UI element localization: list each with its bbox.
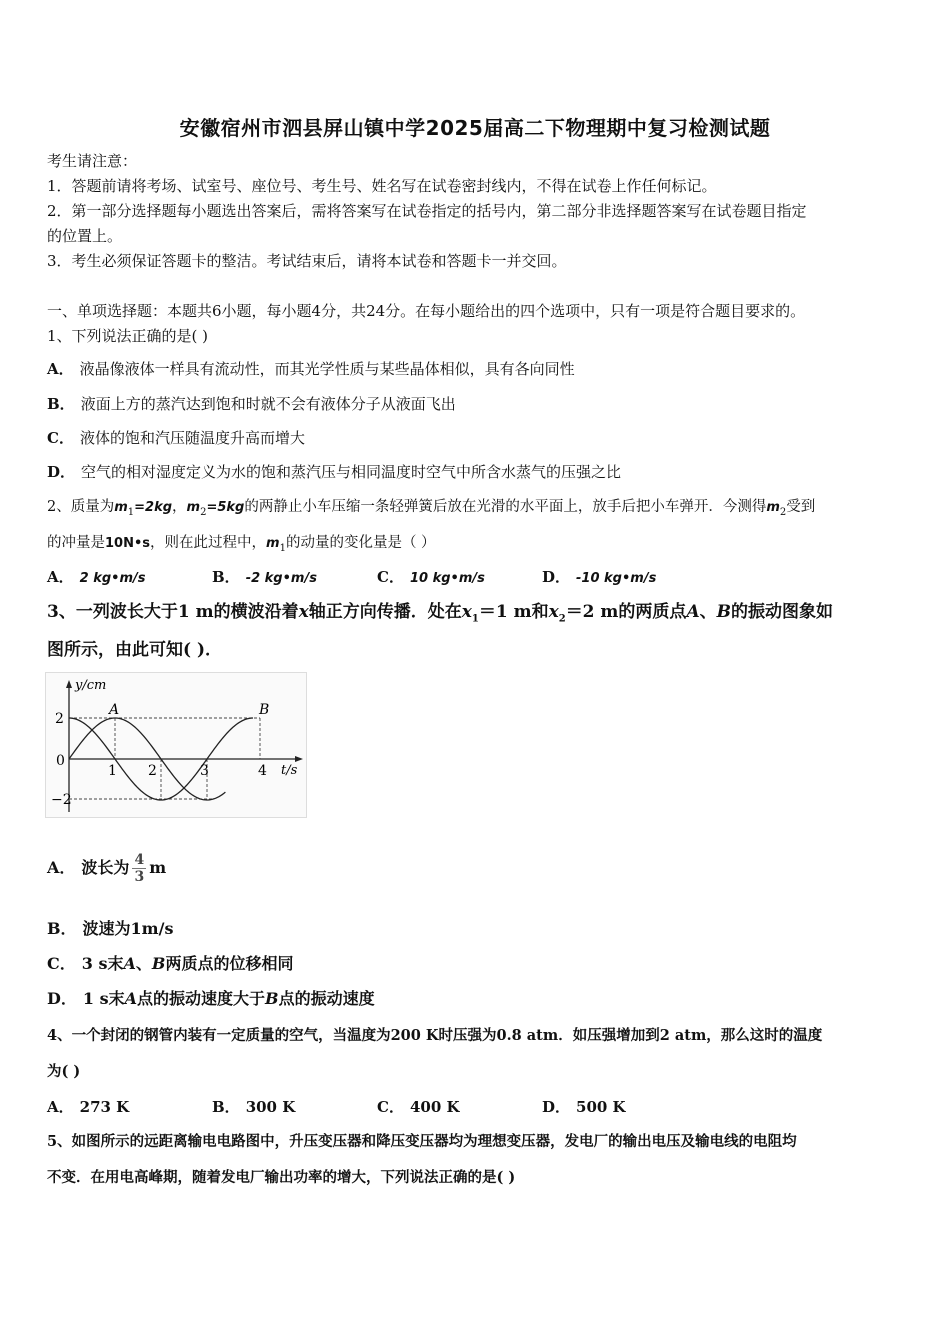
q4-option-b xyxy=(212,1096,295,1118)
option-text: 273 K xyxy=(79,1098,130,1116)
option-text: -2 kg•m/s xyxy=(245,571,317,586)
option-label: B． xyxy=(212,1098,240,1116)
option-text: 10 kg•m/s xyxy=(409,571,485,586)
text: 3 s末 xyxy=(81,954,124,973)
text: 2、质量为 xyxy=(47,499,115,515)
question-1-stem: 1、下列说法正确的是( ) xyxy=(47,327,209,345)
option-text: 液晶像液体一样具有流动性，而其光学性质与某些晶体相似，具有各向同性 xyxy=(79,360,575,378)
option-text: 液体的饱和汽压随温度升高而增大 xyxy=(79,429,305,447)
notice-item: 1．答题前请将考场、试室号、座位号、考生号、姓名写在试卷密封线内，不得在试卷上作任何标记。 xyxy=(47,177,717,195)
section-heading: 一、单项选择题：本题共6小题，每小题4分，共24分。在每小题给出的四个选项中，只有一项是符合题目要求的。 xyxy=(47,302,806,320)
option-label: D． xyxy=(542,568,571,586)
text: ＝2 m的两质点 xyxy=(565,602,687,622)
q4-option-a xyxy=(47,1096,129,1118)
option-text: 400 K xyxy=(409,1098,460,1116)
q1-option-c xyxy=(47,427,305,449)
question-4-stem-line1: 4、一个封闭的钢管内装有一定质量的空气，当温度为200 K时压强为0.8 atm．如压强增加到2 atm，那么这时的温度 xyxy=(47,1027,823,1044)
notice-item: 2．第一部分选择题每小题选出答案后，需将答案写在试卷指定的括号内，第二部分非选择题答案写在试卷题目指定 xyxy=(47,202,807,220)
notice-item: 3．考生必须保证答题卡的整洁。考试结束后，请将本试卷和答题卡一并交回。 xyxy=(47,252,567,270)
q2-option-b xyxy=(212,566,317,590)
exam-title: 安徽宿州市泗县屏山镇中学2025届高二下物理期中复习检测试题 xyxy=(179,116,771,140)
text: 两质点的位移相同 xyxy=(165,954,294,973)
text: 3、一列波长大于1 m的横波沿着 xyxy=(47,602,299,622)
q1-option-a xyxy=(47,358,575,380)
option-text: 空气的相对湿度定义为水的饱和蒸汽压与相同温度时空气中所含水蒸气的压强之比 xyxy=(81,463,622,481)
subscript: 1 xyxy=(127,506,135,518)
option-label: C． xyxy=(47,954,76,973)
text: 、 xyxy=(135,954,152,973)
q2-option-c xyxy=(377,566,485,590)
unit: m xyxy=(149,858,167,877)
text: 点的振动速度 xyxy=(278,989,375,1008)
question-4-stem-line2: 为( ) xyxy=(47,1063,81,1080)
option-label: A． xyxy=(47,858,76,877)
symbol-x: x xyxy=(298,602,309,622)
subscript: 1 xyxy=(279,542,286,554)
q3-option-c xyxy=(47,953,293,975)
text: 轴正方向传播．处在 xyxy=(308,602,462,622)
question-2-stem-line1 xyxy=(47,496,815,524)
tick-x-2: 2 xyxy=(148,763,157,779)
q3-option-a xyxy=(47,848,166,888)
option-label: D． xyxy=(542,1098,571,1116)
text: ＝1 m和 xyxy=(478,602,549,622)
option-text: 波速为1m/s xyxy=(82,919,174,938)
tick-x-1: 1 xyxy=(108,763,117,779)
text: 1 s末 xyxy=(82,989,125,1008)
option-text: 波长为 xyxy=(81,858,130,877)
graph-frame xyxy=(46,673,307,818)
q2-option-d xyxy=(542,566,656,590)
q3-option-d xyxy=(47,988,375,1010)
vibration-graph xyxy=(45,672,307,818)
q2-option-a xyxy=(47,566,146,590)
subscript: 2 xyxy=(779,506,787,518)
tick-x-4: 4 xyxy=(258,763,267,779)
q4-option-c xyxy=(377,1096,460,1118)
option-label: C． xyxy=(377,1098,404,1116)
point-a: A xyxy=(124,989,138,1008)
text: ，则在此过程中， xyxy=(150,535,267,551)
value: =5kg xyxy=(206,500,245,515)
text: 受到 xyxy=(786,499,816,515)
point-a-label: A xyxy=(109,702,120,718)
text: 的动量的变化量是（ ） xyxy=(285,535,436,551)
symbol-x: x xyxy=(548,602,559,622)
numerator: 4 xyxy=(134,852,145,868)
q3-option-b xyxy=(47,918,173,940)
question-3-stem-line1 xyxy=(47,601,833,630)
fraction xyxy=(132,852,146,885)
text: 点的振动速度大于 xyxy=(137,989,266,1008)
q1-option-d xyxy=(47,461,621,483)
option-text: -10 kg•m/s xyxy=(576,571,657,586)
subscript: 1 xyxy=(471,613,479,625)
symbol-m: m xyxy=(186,500,201,515)
tick-y-neg: −2 xyxy=(51,792,72,808)
denominator: 3 xyxy=(134,869,145,885)
text: 、 xyxy=(699,602,717,622)
option-label: B． xyxy=(47,919,77,938)
option-label: A． xyxy=(47,568,74,586)
option-label: D． xyxy=(47,463,76,481)
option-label: D． xyxy=(47,989,77,1008)
subscript: 2 xyxy=(558,613,566,625)
symbol-m: m xyxy=(266,536,280,551)
symbol-m: m xyxy=(766,500,780,515)
q4-option-d xyxy=(542,1096,626,1118)
option-text: 300 K xyxy=(245,1098,296,1116)
symbol-m: m xyxy=(114,500,128,515)
y-axis-label: y/cm xyxy=(75,678,107,693)
text: 的两静止小车压缩一条轻弹簧后放在光滑的水平面上，放手后把小车弹开．今测得 xyxy=(244,499,767,515)
text: 的冲量是 xyxy=(47,535,105,551)
question-5-stem-line2: 不变．在用电高峰期，随着发电厂输出功率的增大，下列说法正确的是( ) xyxy=(47,1169,516,1186)
notice-item: 的位置上。 xyxy=(47,227,123,245)
value: =2kg xyxy=(134,500,173,515)
option-label: A． xyxy=(47,360,74,378)
option-label: B． xyxy=(47,395,75,413)
point-a: A xyxy=(123,954,136,973)
option-label: C． xyxy=(377,568,404,586)
point-b: B xyxy=(151,954,166,973)
point-a: A xyxy=(686,602,700,622)
value: 10N•s xyxy=(105,536,151,551)
option-label: C． xyxy=(47,429,74,447)
option-label: B． xyxy=(212,568,240,586)
notice-heading: 考生请注意： xyxy=(47,152,138,170)
tick-x-3: 3 xyxy=(200,763,209,779)
option-label: A． xyxy=(47,1098,74,1116)
text: ， xyxy=(172,499,187,515)
text: 的振动图象如 xyxy=(731,602,834,622)
subscript: 2 xyxy=(200,506,207,518)
q1-option-b xyxy=(47,393,456,415)
tick-y-zero: 0 xyxy=(56,753,65,769)
point-b-label: B xyxy=(259,702,270,718)
option-text: 液面上方的蒸汽达到饱和时就不会有液体分子从液面飞出 xyxy=(80,395,456,413)
tick-y-pos: 2 xyxy=(55,711,64,727)
x-axis-label: t/s xyxy=(281,763,298,778)
point-b: B xyxy=(716,602,732,622)
option-text: 500 K xyxy=(576,1098,626,1116)
question-5-stem-line1: 5、如图所示的远距离输电电路图中，升压变压器和降压变压器均为理想变压器，发电厂的输出电压及输电线的电阻均 xyxy=(47,1133,797,1150)
question-3-stem-line2: 图所示，由此可知( )． xyxy=(47,640,223,660)
point-b: B xyxy=(265,989,279,1008)
symbol-x: x xyxy=(461,602,472,622)
question-2-stem-line2 xyxy=(47,532,436,560)
option-text: 2 kg•m/s xyxy=(79,571,146,586)
